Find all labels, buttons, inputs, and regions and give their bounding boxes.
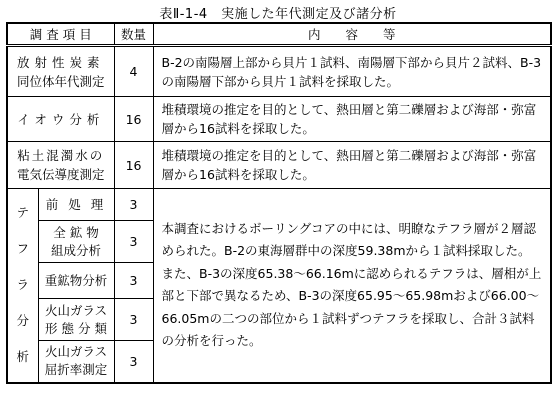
subitem-line-2: 形 態 分 類 xyxy=(45,320,107,336)
qty-cell: 3 xyxy=(114,299,153,341)
header-content: 内 容 等 xyxy=(153,23,551,46)
item-line-2: 同位体年代測定 xyxy=(17,73,105,89)
item-cell xyxy=(7,142,114,189)
item-line-1: 放射性炭素 xyxy=(17,54,105,70)
qty-cell: 16 xyxy=(114,97,153,142)
tephra-content-cell: 本調査におけるボーリングコアの中には、明瞭なテフラ層が２層認められた。B-2の東海層群中の深度59.38mから１試料採取した。また、B-3の深度65.38～66.16mに認められるテフラは、層相が上部と下部で異なるため、B-3の深度65.95～65.98mおよび66.00～66.05mの二つの部位から１試料ずつテフラを採取し、合計３試料の分析を行った。 xyxy=(153,189,551,383)
qty-cell: 3 xyxy=(114,189,153,221)
header-qty: 数量 xyxy=(114,23,153,46)
qty-cell: 3 xyxy=(114,341,153,383)
item-line-2: 電気伝導度測定 xyxy=(17,167,105,182)
subitem-cell: 重鉱物分析 xyxy=(38,263,114,299)
subitem-line-2: 組成分析 xyxy=(51,242,102,258)
qty-cell: 3 xyxy=(114,221,153,263)
tephra-label-char: 析 xyxy=(16,349,29,365)
header-row xyxy=(7,23,551,46)
tephra-label-char: フ xyxy=(16,241,29,257)
header-item: 調 査 項 目 xyxy=(7,23,114,46)
analysis-table xyxy=(6,22,552,384)
content-cell: 堆積環境の推定を目的として、熱田層と第二礫層および海部・弥富層から16試料を採取した。 xyxy=(153,97,551,142)
table-row xyxy=(7,46,551,97)
tephra-label-char: ラ xyxy=(16,277,29,293)
tephra-label-char: 分 xyxy=(16,313,29,329)
content-cell: B-2の南陽層上部から貝片１試料、南陽層下部から貝片２試料、B-3の南陽層下部から貝片１試料を採取した。 xyxy=(153,46,551,97)
table-row xyxy=(7,97,551,142)
tephra-label-char: テ xyxy=(16,205,29,221)
table-caption: 表Ⅱ-1-4 実施した年代測定及び諸分析 xyxy=(159,7,397,22)
subitem-cell xyxy=(38,341,114,383)
table-row xyxy=(7,142,551,189)
qty-cell: 16 xyxy=(114,142,153,189)
qty-cell: 3 xyxy=(114,263,153,299)
subitem-cell xyxy=(38,221,114,263)
qty-cell: 4 xyxy=(114,46,153,97)
subitem-line-1: 火山ガラス xyxy=(44,302,108,318)
table-row xyxy=(7,189,551,221)
subitem-cell: 前 処 理 xyxy=(38,189,114,221)
item-line-1: 粘土混濁水の xyxy=(17,148,105,163)
content-cell: 堆積環境の推定を目的として、熱田層と第二礫層および海部・弥富層から16試料を採取した。 xyxy=(153,142,551,189)
tephra-group-label xyxy=(7,189,38,383)
subitem-cell xyxy=(38,299,114,341)
subitem-line-1: 全 鉱 物 xyxy=(53,224,99,240)
item-cell: イオウ分析 xyxy=(7,97,114,142)
subitem-line-1: 火山ガラス xyxy=(44,344,108,360)
item-cell xyxy=(7,46,114,97)
subitem-line-2: 屈折率測定 xyxy=(44,362,108,378)
